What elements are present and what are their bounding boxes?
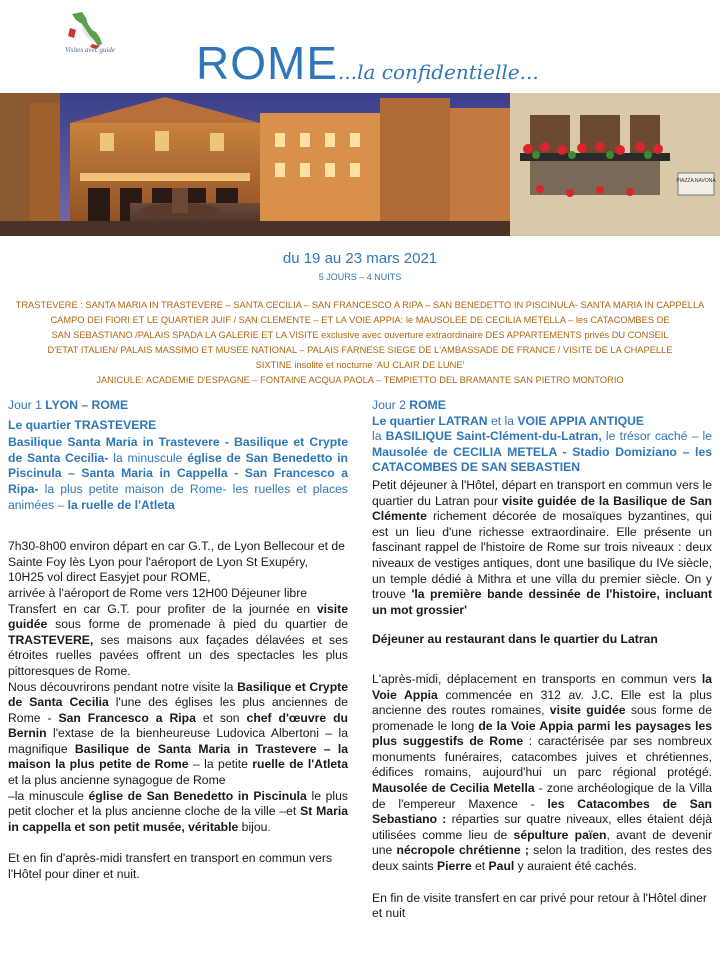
day1-highlights: Basilique Santa Maria in Trastevere - Basilique et Crypte de Santa Cecilia- la minuscule église de San Benedetto in Piscinula – Santa Maria in Cappella - San Francesco a Ripa- la plus petite maison de Rome- les ruelles et places animées – la ruelle de l'Atleta (8, 435, 348, 512)
day1-quartier: Le quartier TRASTEVERE (8, 417, 157, 432)
italy-map-logo-icon (52, 10, 128, 50)
summary-line: JANICULE: ACADEMIE D'ESPAGNE – FONTAINE ACQUA PAOLA – TEMPIETTO DEL BRAMANTE SAN PIETRO MONTORIO (96, 375, 624, 385)
day2-quartier: Le quartier LATRAN et la VOIE APPIA ANTIQUE (372, 413, 645, 428)
day1-benedetto: –la minuscule église de San Benedetto in Piscinula le plus petit clocher et la plus ancienne cloche de la ville –et St Maria in cappella et son petit musée, véritable bijou. (8, 788, 349, 834)
day2-heading: Jour 2 ROME (372, 398, 446, 412)
title-main: ROME (196, 37, 338, 89)
summary-line: SAN SEBASTIANO /PALAIS SPADA LA GALERIE ET LA VISITE exclusive avec ouverture extraordinaire DES APPARTEMENTS privés DU CONSEIL (51, 330, 669, 340)
banner-photo (0, 93, 720, 236)
day1-departure: 7h30-8h00 environ départ en car G.T., de Lyon Bellecour et de Sainte Foy lès Lyon pour l'aéroport de Lyon St Exupéry, (8, 539, 345, 569)
trip-duration: 5 JOURS – 4 NUITS (318, 272, 402, 282)
logo-text: Visites avec guide (64, 46, 116, 54)
day1-flight: 10H25 vol direct Easyjet pour ROME, (8, 570, 211, 585)
day1-transfer: Transfert en car G.T. pour profiter de la journée en visite guidée sous forme de promenade à pied du quartier de TRASTEVERE, ses maisons aux façades délavées et ses étroites ruelles pavées offrent un des spectacles les plus pittoresques de Rome. (8, 601, 348, 678)
logo (52, 10, 128, 74)
summary-line: TRASTEVERE : SANTA MARIA IN TRASTEVERE – SANTA CECILIA – SAN FRANCESCO A RIPA – SAN BENEDETTO IN PISCINULA- SANTA MARIA IN CAPPELLA (15, 300, 705, 310)
day2-column (372, 398, 712, 922)
program-summary (14, 298, 706, 388)
summary-line: SIXTINE insolite et nocturne 'AU CLAIR DE LUNE' (255, 360, 465, 370)
day1-arrival: arrivée à l'aéroport de Rome vers 12H00 Déjeuner libre (8, 585, 308, 600)
summary-line: CAMPO DEI FIORI ET LE QUARTIER JUIF / SAN CLEMENTE – ET LA VOIE APPIA: le MAUSOLEE DE CECILIA METELLA – les CATACOMBES DE (50, 315, 670, 325)
trip-dates: du 19 au 23 mars 2021 (282, 250, 438, 267)
navona-sign-text: PIAZZA NAVONA (676, 178, 716, 184)
day1-visit: Nous découvrirons pendant notre visite la Basilique et Crypte de Santa Cecilia l'une des églises les plus anciennes de Rome - San Francesco a Ripa et son chef d'œuvre du Bernin l'extase de la bienheureuse Ludovica Albertoni – la magnifique Basilique de Santa Maria in Trastevere – la maison la plus petite de Rome – la petite ruelle de l'Atleta et la plus ancienne synagogue de Rome (8, 679, 349, 788)
day1-column (8, 398, 348, 883)
day2-evening: En fin de visite transfert en car privé pour retour à l'Hôtel diner et nuit (372, 890, 707, 921)
day2-highlights: la BASILIQUE Saint-Clément-du-Latran, le trésor caché – le Mausolée de CECILIA METELA - Stadio Domiziano – les CATACOMBES DE SAN SEBASTIEN (372, 429, 713, 475)
summary-line: D'ETAT ITALIEN/ PALAIS MASSIMO ET MUSEE NATIONAL – PALAIS FARNESE SIEGE DE L'AMBASSADE DE FRANCE / VISITE DE LA CHAPELLE (47, 345, 673, 355)
title-tail: ...la confidentielle... (338, 60, 539, 84)
day2-morning: Petit déjeuner à l'Hôtel, départ en transport en commun vers le quartier du Latran pour visite guidée de la Basilique de San Clémente richement décorée de mosaïques byzantines, qui est un lieu d'une richesse extraordinaire. Elle présente un fascinant rappel de l'histoire de Rome sur trois niveaux : deux niveaux de vestiges antiques, dont une basilique du IVe siècle, un temple dédié à Mithra et une villa du premier siècle. On y trouve 'la première bande dessinée de l'histoire, incluant un mot grossier' (372, 477, 712, 617)
day1-heading: Jour 1 LYON – ROME (8, 398, 129, 412)
rome-photo-collage (0, 93, 720, 236)
day1-evening: Et en fin d'après-midi transfert en transport en commun vers l'Hôtel pour diner et nuit. (8, 851, 333, 882)
day2-lunch: Déjeuner au restaurant dans le quartier du Latran (372, 632, 658, 647)
page-title (196, 36, 539, 90)
day2-afternoon: L'après-midi, déplacement en transports en commun vers la Voie Appia commencée en 312 av. J.C. Elle est la plus ancienne des routes romaines, visite guidée sous forme de promenade le long de la Voie Appia parmi les paysages les plus suggestifs de Rome : caractérisée par ses nombreux monuments funéraires, catacombes juives et chrétiennes, édifices romains, aujourd'hui un parc régional protégé. Mausolée de Cecilia Metella - zone archéologique de la Villa de l'empereur Maxence - les Catacombes de San Sebastiano : réparties sur quatre niveaux, elles étaient déjà utilisées comme lieu de sépulture païen, avant de devenir une nécropole chrétienne ; selon la tradition, des restes des deux saints Pierre et Paul y auraient été cachés. (372, 671, 713, 874)
